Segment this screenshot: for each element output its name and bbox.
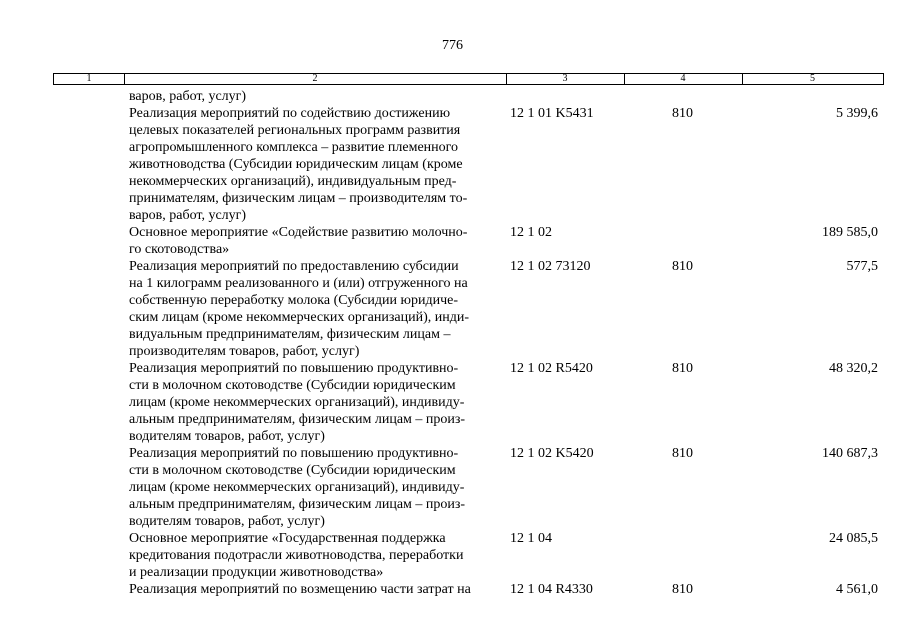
row-description: [129, 105, 499, 224]
row-description: [129, 581, 499, 598]
row-description: [129, 88, 499, 105]
table-header: [53, 73, 884, 85]
table-row: [0, 224, 905, 258]
description-line: лицам (кроме некоммерческих организаций), индивиду-: [129, 395, 465, 410]
description-line: альным предпринимателям, физическим лицам – произ-: [129, 497, 466, 512]
row-target-code: 12 1 01 K5431: [510, 106, 594, 121]
description-line: на 1 килограмм реализованного и (или) отгруженного на: [129, 276, 468, 291]
table-row: [0, 88, 905, 105]
description-line: Реализация мероприятий по повышению продуктивно-: [129, 361, 459, 376]
row-amount: 4 561,0: [836, 582, 878, 597]
description-line: сти в молочном скотоводстве (Субсидии юридическим: [129, 378, 456, 393]
row-target-code: 12 1 02 K5420: [510, 446, 594, 461]
table-row: [0, 530, 905, 581]
row-target-code: 12 1 04 R4330: [510, 582, 593, 597]
description-line: ским лицам (кроме некоммерческих организаций), инди-: [129, 310, 469, 325]
description-line: водителям товаров, работ, услуг): [129, 429, 325, 444]
description-line: Реализация мероприятий по возмещению части затрат на: [129, 582, 471, 597]
description-line: водителям товаров, работ, услуг): [129, 514, 325, 529]
row-amount: 140 687,3: [822, 446, 878, 461]
description-line: видуальным предпринимателям, физическим лицам –: [129, 327, 451, 342]
description-line: Реализация мероприятий по содействию достижению: [129, 106, 451, 121]
description-line: Реализация мероприятий по предоставлению субсидии: [129, 259, 459, 274]
description-line: сти в молочном скотоводстве (Субсидии юридическим: [129, 463, 456, 478]
description-line: собственную переработку молока (Субсидии юридиче-: [129, 293, 458, 308]
table-row: [0, 360, 905, 445]
description-line: альным предпринимателям, физическим лицам – произ-: [129, 412, 466, 427]
description-line: и реализации продукции животноводства»: [129, 565, 384, 580]
description-line: варов, работ, услуг): [129, 89, 247, 104]
row-description: [129, 445, 499, 530]
header-col-3: 3: [506, 74, 625, 84]
description-line: Основное мероприятие «Государственная поддержка: [129, 531, 446, 546]
row-target-code: 12 1 02 R5420: [510, 361, 593, 376]
table-row: [0, 581, 905, 598]
table-row: [0, 105, 905, 224]
description-line: агропромышленного комплекса – развитие племенного: [129, 140, 459, 155]
description-line: Реализация мероприятий по повышению продуктивно-: [129, 446, 459, 461]
page-number: 776: [442, 38, 463, 53]
header-col-2: 2: [124, 74, 507, 84]
row-expense-type: 810: [672, 361, 693, 376]
row-amount: 24 085,5: [829, 531, 878, 546]
table-row: [0, 445, 905, 530]
row-target-code: 12 1 02 73120: [510, 259, 591, 274]
row-expense-type: 810: [672, 259, 693, 274]
row-description: [129, 258, 499, 360]
header-col-4: 4: [624, 74, 743, 84]
description-line: некоммерческих организаций), индивидуальным пред-: [129, 174, 457, 189]
row-target-code: 12 1 02: [510, 225, 552, 240]
row-expense-type: 810: [672, 446, 693, 461]
row-description: [129, 530, 499, 581]
row-description: [129, 224, 499, 258]
row-amount: 577,5: [846, 259, 878, 274]
description-line: принимателям, физическим лицам – производителям то-: [129, 191, 468, 206]
description-line: го скотоводства»: [129, 242, 230, 257]
description-line: Основное мероприятие «Содействие развитию молочно-: [129, 225, 468, 240]
description-line: варов, работ, услуг): [129, 208, 247, 223]
row-amount: 5 399,6: [836, 106, 878, 121]
table-body: [0, 88, 905, 598]
header-col-1: 1: [54, 74, 125, 84]
row-expense-type: 810: [672, 582, 693, 597]
row-amount: 48 320,2: [829, 361, 878, 376]
row-target-code: 12 1 04: [510, 531, 552, 546]
description-line: производителям товаров, работ, услуг): [129, 344, 360, 359]
description-line: кредитования подотрасли животноводства, переработки: [129, 548, 464, 563]
description-line: целевых показателей региональных программ развития: [129, 123, 461, 138]
description-line: лицам (кроме некоммерческих организаций), индивиду-: [129, 480, 465, 495]
table-row: [0, 258, 905, 360]
header-col-5: 5: [810, 73, 815, 84]
description-line: животноводства (Субсидии юридическим лицам (кроме: [129, 157, 463, 172]
row-description: [129, 360, 499, 445]
row-expense-type: 810: [672, 106, 693, 121]
row-amount: 189 585,0: [822, 225, 878, 240]
